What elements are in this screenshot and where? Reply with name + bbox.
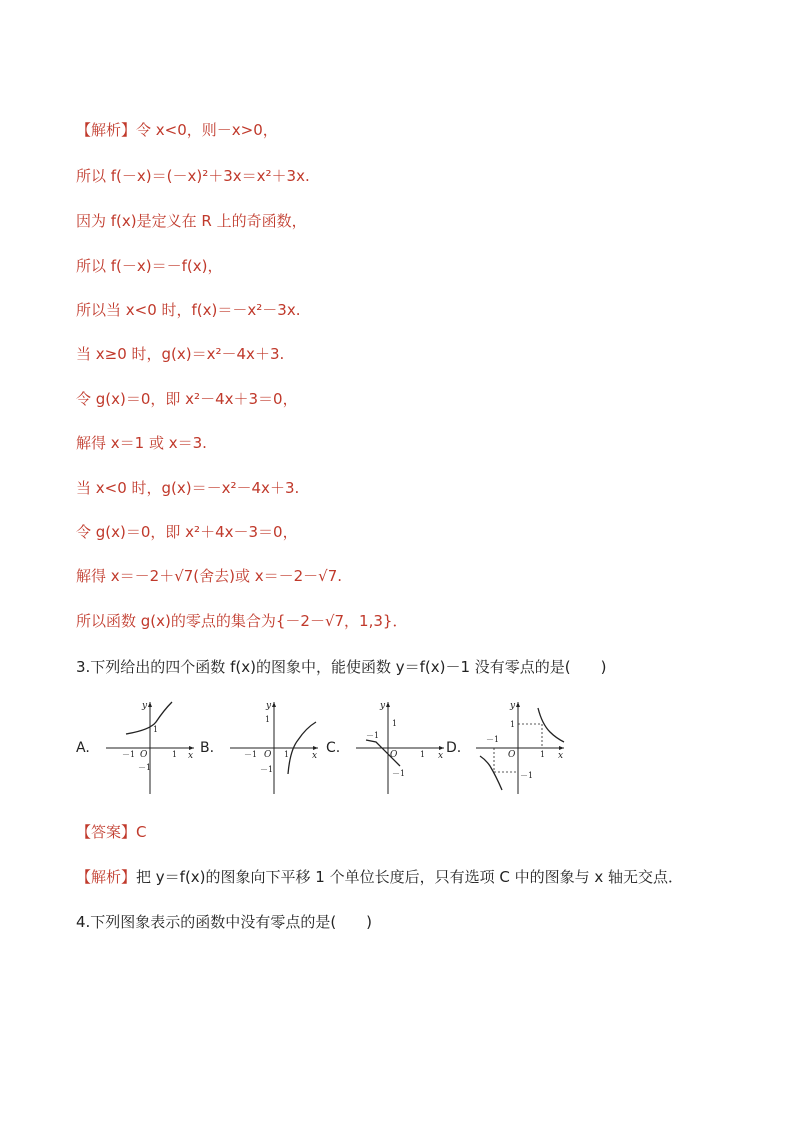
origin-label: O [264, 750, 272, 760]
tick-label: －1 [138, 763, 152, 772]
tick-label: －1 [392, 769, 406, 778]
origin-label: O [508, 750, 516, 760]
axis-label-x: x [558, 751, 564, 761]
tick-label: 1 [392, 719, 398, 728]
solution-line: 所以 f(－x)＝(－x)²＋3x＝x²＋3x. [76, 167, 310, 185]
tick-label: －1 [520, 771, 534, 780]
option-a-label: A. [76, 740, 90, 756]
tick-label: 1 [265, 715, 271, 724]
tick-label: －1 [366, 731, 380, 740]
tick-label: －1 [260, 765, 274, 774]
option-d-graph [472, 698, 572, 798]
tick-label: －1 [122, 750, 136, 759]
option-b-graph [226, 698, 326, 798]
tick-label: 1 [284, 750, 290, 759]
solution-3-text: 把 y＝f(x)的图象向下平移 1 个单位长度后，只有选项 C 中的图象与 x 轴无交点． [136, 868, 684, 886]
solution-line: 因为 f(x)是定义在 R 上的奇函数， [76, 212, 307, 230]
solution-line: 当 x≥0 时，g(x)＝x²－4x＋3. [76, 345, 285, 363]
origin-label: O [140, 750, 148, 760]
tick-label: 1 [172, 750, 178, 759]
axis-label-x: x [438, 751, 444, 761]
tick-label: 1 [420, 750, 426, 759]
solution-line: 所以 f(－x)＝－f(x)， [76, 257, 223, 275]
solution-label: 【解析】 [76, 868, 137, 886]
tick-label: 1 [153, 725, 159, 734]
tick-label: 1 [510, 720, 516, 729]
solution-line: 所以当 x<0 时，f(x)＝－x²－3x. [76, 301, 301, 319]
solution-3 [76, 867, 683, 887]
tick-label: 1 [540, 750, 546, 759]
solution-line: 令 g(x)＝0，即 x²－4x＋3＝0， [76, 390, 298, 408]
solution-line: 解得 x＝1 或 x＝3. [76, 434, 207, 452]
question-3-text: 3.下列给出的四个函数 f(x)的图象中，能使函数 y＝f(x)－1 没有零点的是( ) [76, 658, 607, 676]
question-4-text: 4.下列图象表示的函数中没有零点的是( ) [76, 913, 373, 931]
option-a-graph [102, 698, 202, 798]
axis-label-y: y [266, 701, 272, 711]
solution-line: 当 x<0 时，g(x)＝－x²－4x＋3. [76, 479, 300, 497]
tick-label: －1 [244, 750, 258, 759]
answer-3 [76, 822, 147, 842]
solution1-first-line [76, 120, 278, 140]
solution-line: 解得 x＝－2＋√7(舍去)或 x＝－2－√7. [76, 567, 343, 585]
axis-label-x: x [188, 751, 194, 761]
solution-line: 令 x<0，则－x>0， [136, 121, 278, 139]
axis-label-y: y [142, 701, 148, 711]
solution-line: 所以函数 g(x)的零点的集合为{－2－√7，1,3}． [76, 612, 408, 630]
solution-line: 令 g(x)＝0，即 x²＋4x－3＝0， [76, 523, 298, 541]
axis-label-y: y [380, 701, 386, 711]
option-b-label: B. [200, 740, 215, 756]
axis-label-y: y [510, 701, 516, 711]
solution-label: 【解析】 [76, 121, 137, 139]
answer-label: 【答案】 [76, 823, 137, 841]
option-c-graph [352, 698, 452, 798]
origin-label: O [390, 750, 398, 760]
option-d-label: D. [446, 740, 462, 756]
answer-value: C [136, 823, 147, 841]
tick-label: －1 [486, 735, 500, 744]
option-c-label: C. [326, 740, 341, 756]
question-3-option-graphs [76, 698, 596, 798]
axis-label-x: x [312, 751, 318, 761]
